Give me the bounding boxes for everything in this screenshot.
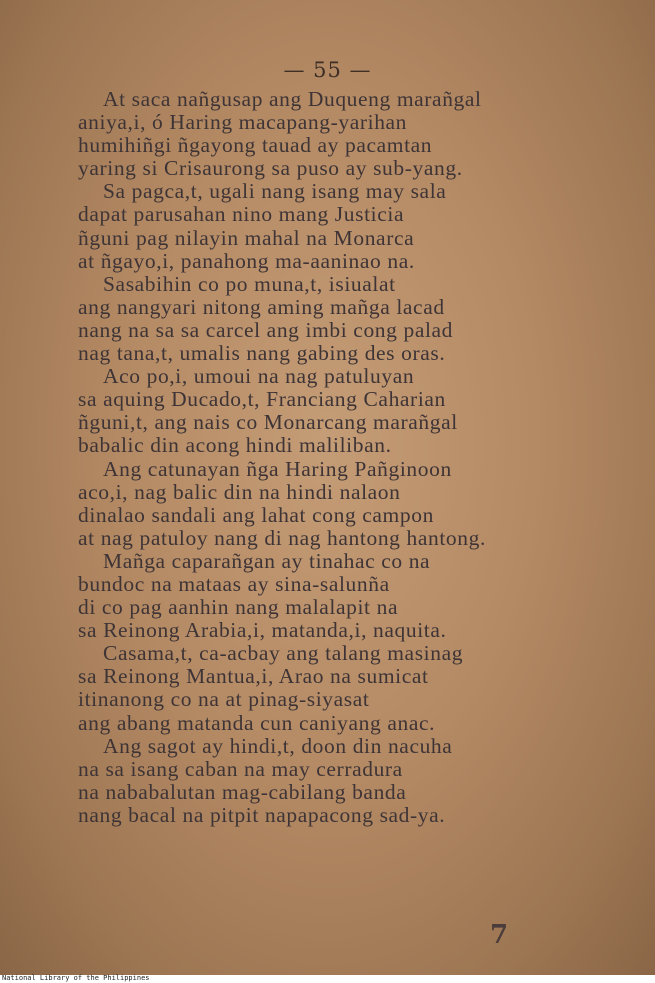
verse-text	[78, 88, 643, 827]
verse-line: ñguni,t, ang nais co Monarcang marañgal	[78, 410, 458, 435]
verse-line: nag tana,t, umalis nang gabing des oras.	[78, 341, 446, 366]
verse-line: Ang sagot ay hindi,t, doon din nacuha	[103, 733, 453, 758]
verse-line: sa Reinong Arabia,i, matanda,i, naquita.	[78, 618, 447, 643]
verse-line: di co pag aanhin nang malalapit na	[78, 595, 399, 620]
verse-line: ñguni pag nilayin mahal na Monarca	[78, 225, 415, 250]
verse-line: at nag patuloy nang di nag hantong hantong.	[78, 525, 486, 550]
verse-line: dinalao sandali ang lahat cong campon	[78, 502, 434, 527]
verse-line: at ñgayo,i, panahong ma-aaninao na.	[78, 248, 415, 273]
verse-line: Casama,t, ca-acbay ang talang masinag	[103, 641, 464, 666]
verse-line: yaring si Crisaurong sa puso ay sub-yang.	[78, 156, 463, 181]
verse-line: nang na sa sa carcel ang imbi cong palad	[78, 317, 454, 342]
verse-line: sa Reinong Mantua,i, Arao na sumicat	[78, 664, 429, 689]
verse-line: humihiñgi ñgayong tauad ay pacamtan	[78, 133, 433, 158]
library-credit: National Library of the Philippines	[2, 974, 150, 982]
verse-line: ang nangyari nitong aming mañga lacad	[78, 294, 445, 319]
verse-line: aco,i, nag balic din na hindi nalaon	[78, 479, 401, 504]
verse-line: bundoc na mataas ay sina-salunña	[78, 571, 390, 596]
verse-line: ang abang matanda cun caniyang anac.	[78, 710, 436, 735]
signature-mark: 7	[490, 920, 509, 950]
verse-line: aniya,i, ó Haring macapang-yarihan	[78, 110, 408, 135]
verse-line: itinanong co na at pinag-siyasat	[78, 687, 370, 712]
verse-line: nang bacal na pitpit napapacong sad-ya.	[78, 802, 446, 827]
verse-line: na nababalutan mag-cabilang banda	[78, 779, 407, 804]
verse-line: At saca nañgusap ang Duqueng marañgal	[103, 87, 482, 111]
verse-line: sa aquing Ducado,t, Franciang Caharian	[78, 387, 446, 412]
verse-line: Mañga caparañgan ay tinahac co na	[103, 548, 431, 573]
verse-line: dapat parusahan nino mang Justicia	[78, 202, 405, 227]
verse-line: Ang catunayan ñga Haring Pañginoon	[103, 456, 452, 481]
verse-line: na sa isang caban na may cerradura	[78, 756, 403, 781]
verse-line: Sa pagca,t, ugali nang isang may sala	[103, 179, 447, 204]
verse-line: Sasabihin co po muna,t, isiualat	[103, 271, 396, 296]
page-number: — 55 —	[283, 58, 372, 82]
verse-line: babalic din acong hindi maliliban.	[78, 433, 392, 458]
verse-line: Aco po,i, umoui na nag patuluyan	[103, 364, 415, 389]
